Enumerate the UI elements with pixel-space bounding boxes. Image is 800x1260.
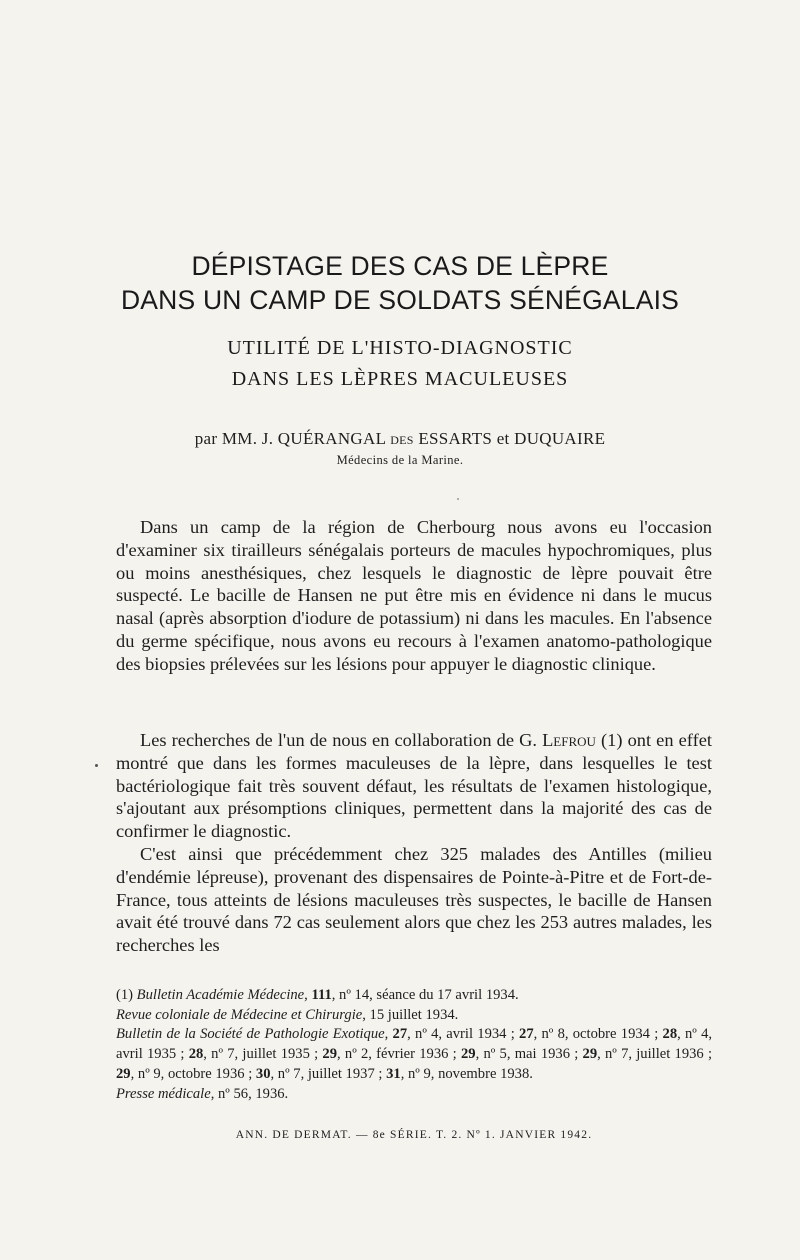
footnote-text: , nº 4, avril 1934 ; bbox=[407, 1026, 520, 1043]
footnote-text: , nº 56, 1936. bbox=[210, 1085, 289, 1102]
footnote-text: , nº 5, mai 1936 ; bbox=[475, 1046, 583, 1063]
paragraph-2-text-b: (1) ont en effet montré que dans les formes maculeuses de la lèpre, dans lesquelles le test bactériologique fait très souvent défaut, les résultats de l'examen histologique, s'ajoutant aux présomptions cliniques, permettent dans la majorité des cas de confirmer le diagnostic. bbox=[116, 730, 712, 842]
footnote-journal: Bulletin Académie Médecine bbox=[136, 987, 305, 1003]
footnotes bbox=[116, 986, 712, 1104]
footnote-volume: 29 bbox=[582, 1046, 598, 1063]
footnote-volume: 29 bbox=[116, 1065, 131, 1082]
footnote-text: , nº 8, octobre 1934 ; bbox=[533, 1026, 663, 1043]
article-title-line-2: DANS UN CAMP DE SOLDATS SÉNÉGALAIS bbox=[120, 285, 680, 315]
footnote-4 bbox=[116, 1085, 712, 1105]
author-particle: des bbox=[390, 429, 414, 448]
article-subtitle-line-2: DANS LES LÈPRES MACULEUSES bbox=[231, 368, 569, 390]
cited-author: Lefrou bbox=[542, 730, 596, 750]
footnote-text: , nº 7, juillet 1937 ; bbox=[270, 1065, 387, 1082]
journal-footer: ANN. DE DERMAT. — 8e SÉRIE. T. 2. Nº 1. JANVIER 1942. bbox=[235, 1129, 593, 1141]
footnote-volume: 28 bbox=[662, 1026, 678, 1043]
author-line bbox=[0, 429, 800, 449]
footnote-volume: 30 bbox=[255, 1065, 271, 1082]
footnote-sep: , bbox=[304, 987, 312, 1003]
footnote-volume: 31 bbox=[386, 1065, 401, 1082]
margin-mark bbox=[95, 764, 98, 767]
body-paragraph-2 bbox=[116, 729, 712, 843]
footnote-text: , nº 7, juillet 1936 ; bbox=[597, 1046, 713, 1063]
footnote-2 bbox=[116, 1006, 712, 1026]
author-rest: ESSARTS et DUQUAIRE bbox=[413, 429, 606, 448]
body-paragraph-1: Dans un camp de la région de Cherbourg nous avons eu l'occasion d'examiner six tirailleurs sénégalais porteurs de macules hypochromiques, plus ou moins anesthésiques, chez lesquels le diagnostic de lèpre pouvait être suspecté. Le bacille de Hansen ne put être mis en évidence ni dans le mucus nasal (après absorption d'iodure de potassium) ni dans les macules. En l'absence du germe spécifique, nous avons eu recours à l'examen anatomo-pathologique des biopsies prélevées sur les lésions pour appuyer le diagnostic clinique. bbox=[116, 517, 712, 674]
footnote-text: , bbox=[384, 1026, 393, 1043]
footnote-journal: Bulletin de la Société de Pathologie Exotique bbox=[116, 1026, 385, 1043]
footnote-text: , nº 2, février 1936 ; bbox=[337, 1046, 461, 1063]
footnote-mark: (1) bbox=[116, 987, 137, 1003]
author-affiliation: Médecins de la Marine. bbox=[336, 453, 464, 467]
article-subtitle-line-1: UTILITÉ DE L'HISTO-DIAGNOSTIC bbox=[227, 337, 573, 359]
footnote-volume: 28 bbox=[188, 1046, 204, 1063]
footnote-volume: 29 bbox=[460, 1046, 476, 1063]
footnote-journal: Revue coloniale de Médecine et Chirurgie bbox=[116, 1006, 363, 1023]
speck bbox=[457, 498, 459, 500]
footnote-text: , nº 9, novembre 1938. bbox=[400, 1065, 533, 1082]
footnote-text: , 15 juillet 1934. bbox=[362, 1006, 459, 1023]
paragraph-2-text-a: Les recherches de l'un de nous en collaboration de G. bbox=[140, 730, 543, 750]
footnote-volume: 27 bbox=[392, 1026, 408, 1043]
author-prefix: par MM. J. QUÉRANGAL bbox=[194, 429, 391, 448]
footnote-text: , nº 14, séance du 17 avril 1934. bbox=[331, 987, 519, 1003]
footnote-text: , nº 9, octobre 1936 ; bbox=[130, 1065, 256, 1082]
footnote-text: , nº 4, avril 1935 ; bbox=[116, 1026, 713, 1063]
article-title-line-1: DÉPISTAGE DES CAS DE LÈPRE bbox=[191, 251, 609, 281]
footnote-volume: 29 bbox=[322, 1046, 338, 1063]
footnote-text: , nº 7, juillet 1935 ; bbox=[203, 1046, 323, 1063]
footnote-journal: Presse médicale bbox=[116, 1085, 211, 1102]
footnote-1 bbox=[116, 986, 712, 1006]
footnote-volume: 27 bbox=[519, 1026, 534, 1043]
footnote-3 bbox=[116, 1025, 712, 1084]
footnote-volume: 111 bbox=[311, 987, 332, 1003]
body-paragraph-3: C'est ainsi que précédemment chez 325 malades des Antilles (milieu d'endémie lépreuse), provenant des dispensaires de Pointe-à-Pitre et de Fort-de-France, tous atteints de lésions maculeuses très suspectes, le bacille de Hansen avait été trouvé dans 72 cas seulement alors que chez les 253 autres malades, les recherches les bbox=[116, 844, 712, 956]
